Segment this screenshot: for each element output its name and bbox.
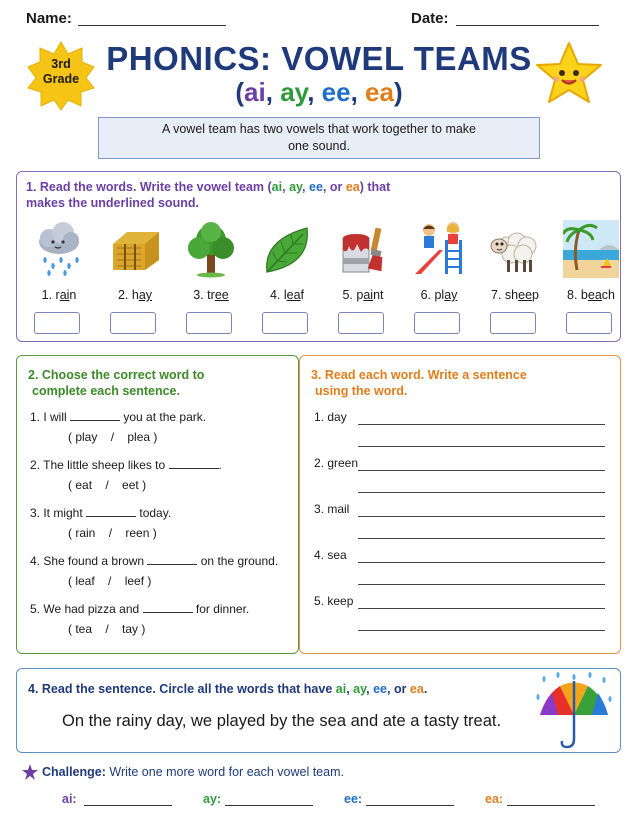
date-field[interactable] bbox=[456, 12, 599, 26]
challenge-answers bbox=[62, 792, 622, 812]
sentence-word: 1. day bbox=[314, 410, 347, 424]
choice-option[interactable]: leaf bbox=[75, 574, 95, 588]
choice-option[interactable]: plea bbox=[127, 430, 151, 444]
sentence-word: 3. mail bbox=[314, 502, 350, 516]
word-grid bbox=[22, 218, 618, 336]
sentence-word: 2. green bbox=[314, 456, 359, 470]
vowel-team-answer-line[interactable] bbox=[507, 805, 595, 806]
word-label: 1. rain bbox=[41, 288, 77, 302]
word-label: 7. sheep bbox=[491, 288, 539, 302]
word-label: 8. beach bbox=[567, 288, 615, 302]
word-label: 6. play bbox=[420, 288, 458, 302]
sentence-word: 4. sea bbox=[314, 548, 347, 562]
tree-icon bbox=[183, 220, 239, 278]
question-text: 4. She found a brown on the ground. bbox=[30, 554, 279, 568]
choice-option[interactable]: eat bbox=[75, 478, 93, 492]
purple-star-icon bbox=[22, 764, 38, 780]
intro-line-1: A vowel team has two vowels that work together to make bbox=[161, 122, 477, 136]
intro-box bbox=[98, 117, 540, 159]
section-2-title: 2. Choose the correct word to complete each sentence. bbox=[28, 368, 205, 398]
subtitle-ea: ea bbox=[365, 77, 394, 107]
grade-line-1: 3rd bbox=[51, 57, 71, 71]
umbrella-icon bbox=[534, 671, 614, 751]
choice-option[interactable]: tea bbox=[75, 622, 93, 636]
page-subtitle: (ai, ay, ee, ea) bbox=[235, 77, 403, 107]
rain-cloud-icon bbox=[31, 220, 87, 278]
word-label: 5. paint bbox=[342, 288, 384, 302]
challenge-text: Challenge: Write one more word for each vowel team. bbox=[42, 765, 344, 779]
writing-line[interactable] bbox=[358, 516, 605, 517]
date-label: Date: bbox=[411, 10, 449, 27]
vowel-team-label: ay: bbox=[203, 792, 222, 806]
choice-option[interactable]: reen bbox=[125, 526, 150, 540]
answer-blank[interactable] bbox=[143, 603, 193, 613]
page-title: PHONICS: VOWEL TEAMS bbox=[106, 40, 532, 77]
name-label: Name: bbox=[26, 10, 72, 27]
section-4-title: 4. Read the sentence. Circle all the words that have ai, ay, ee, or ea. bbox=[28, 682, 428, 696]
answer-blank[interactable] bbox=[147, 555, 197, 565]
answer-box[interactable] bbox=[566, 312, 612, 334]
intro-line-2: one sound. bbox=[288, 139, 350, 153]
answer-box[interactable] bbox=[338, 312, 384, 334]
sheep-icon bbox=[487, 220, 543, 278]
writing-line[interactable] bbox=[358, 492, 605, 493]
answer-box[interactable] bbox=[262, 312, 308, 334]
subtitle-ay: ay bbox=[280, 77, 308, 107]
vowel-team-label: ai: bbox=[62, 792, 77, 806]
question-text: 1. I will you at the park. bbox=[30, 410, 207, 424]
writing-line[interactable] bbox=[358, 424, 605, 425]
writing-line[interactable] bbox=[358, 446, 605, 447]
choice-option[interactable]: eet bbox=[122, 478, 139, 492]
circle-sentence[interactable]: On the rainy day, we played by the sea and ate a tasty treat. bbox=[62, 712, 502, 730]
answer-blank[interactable] bbox=[169, 459, 219, 469]
vowel-team-answer-line[interactable] bbox=[366, 805, 454, 806]
answer-box[interactable] bbox=[414, 312, 460, 334]
choice-option[interactable]: rain bbox=[75, 526, 96, 540]
section-1-title: 1. Read the words. Write the vowel team (ai, ay, ee, or ea) that makes the underlined sound. bbox=[26, 180, 391, 210]
answer-box[interactable] bbox=[186, 312, 232, 334]
beach-icon bbox=[563, 220, 619, 278]
vowel-team-label: ee: bbox=[344, 792, 363, 806]
section-3-title: 3. Read each word. Write a sentence using the word. bbox=[311, 368, 527, 398]
word-choices: ( rain / reen ) bbox=[68, 526, 157, 540]
answer-box[interactable] bbox=[110, 312, 156, 334]
word-label: 2. hay bbox=[117, 288, 153, 302]
writing-line[interactable] bbox=[358, 584, 605, 585]
answer-blank[interactable] bbox=[70, 411, 120, 421]
writing-line[interactable] bbox=[358, 562, 605, 563]
vowel-team-answer-line[interactable] bbox=[225, 805, 313, 806]
writing-line[interactable] bbox=[358, 630, 605, 631]
answer-blank[interactable] bbox=[86, 507, 136, 517]
kids-playing-icon bbox=[411, 220, 467, 278]
subtitle-ee: ee bbox=[321, 77, 351, 107]
grade-line-2: Grade bbox=[42, 72, 80, 86]
word-choices: ( eat / eet ) bbox=[68, 478, 147, 492]
question-text: 2. The little sheep likes to . bbox=[30, 458, 222, 472]
vowel-team-answer-line[interactable] bbox=[84, 805, 172, 806]
answer-box[interactable] bbox=[490, 312, 536, 334]
smiling-star-icon bbox=[534, 40, 604, 106]
vowel-team-label: ea: bbox=[485, 792, 504, 806]
word-choices: ( leaf / leef ) bbox=[68, 574, 152, 588]
leaf-icon bbox=[259, 220, 315, 278]
word-label: 3. tree bbox=[193, 288, 229, 302]
question-text: 5. We had pizza and for dinner. bbox=[30, 602, 250, 616]
subtitle-ai: ai bbox=[244, 77, 266, 107]
word-choices: ( tea / tay ) bbox=[68, 622, 146, 636]
writing-line[interactable] bbox=[358, 538, 605, 539]
answer-box[interactable] bbox=[34, 312, 80, 334]
paint-can-icon bbox=[335, 220, 391, 278]
word-choices: ( play / plea ) bbox=[68, 430, 158, 444]
writing-line[interactable] bbox=[358, 470, 605, 471]
question-text: 3. It might today. bbox=[30, 506, 172, 520]
choice-option[interactable]: play bbox=[75, 430, 98, 444]
writing-line[interactable] bbox=[358, 608, 605, 609]
choice-option[interactable]: tay bbox=[122, 622, 139, 636]
sentence-word: 5. keep bbox=[314, 594, 354, 608]
hay-bale-icon bbox=[107, 220, 163, 278]
name-field[interactable] bbox=[78, 12, 226, 26]
choice-option[interactable]: leef bbox=[124, 574, 145, 588]
word-label: 4. leaf bbox=[269, 288, 305, 302]
